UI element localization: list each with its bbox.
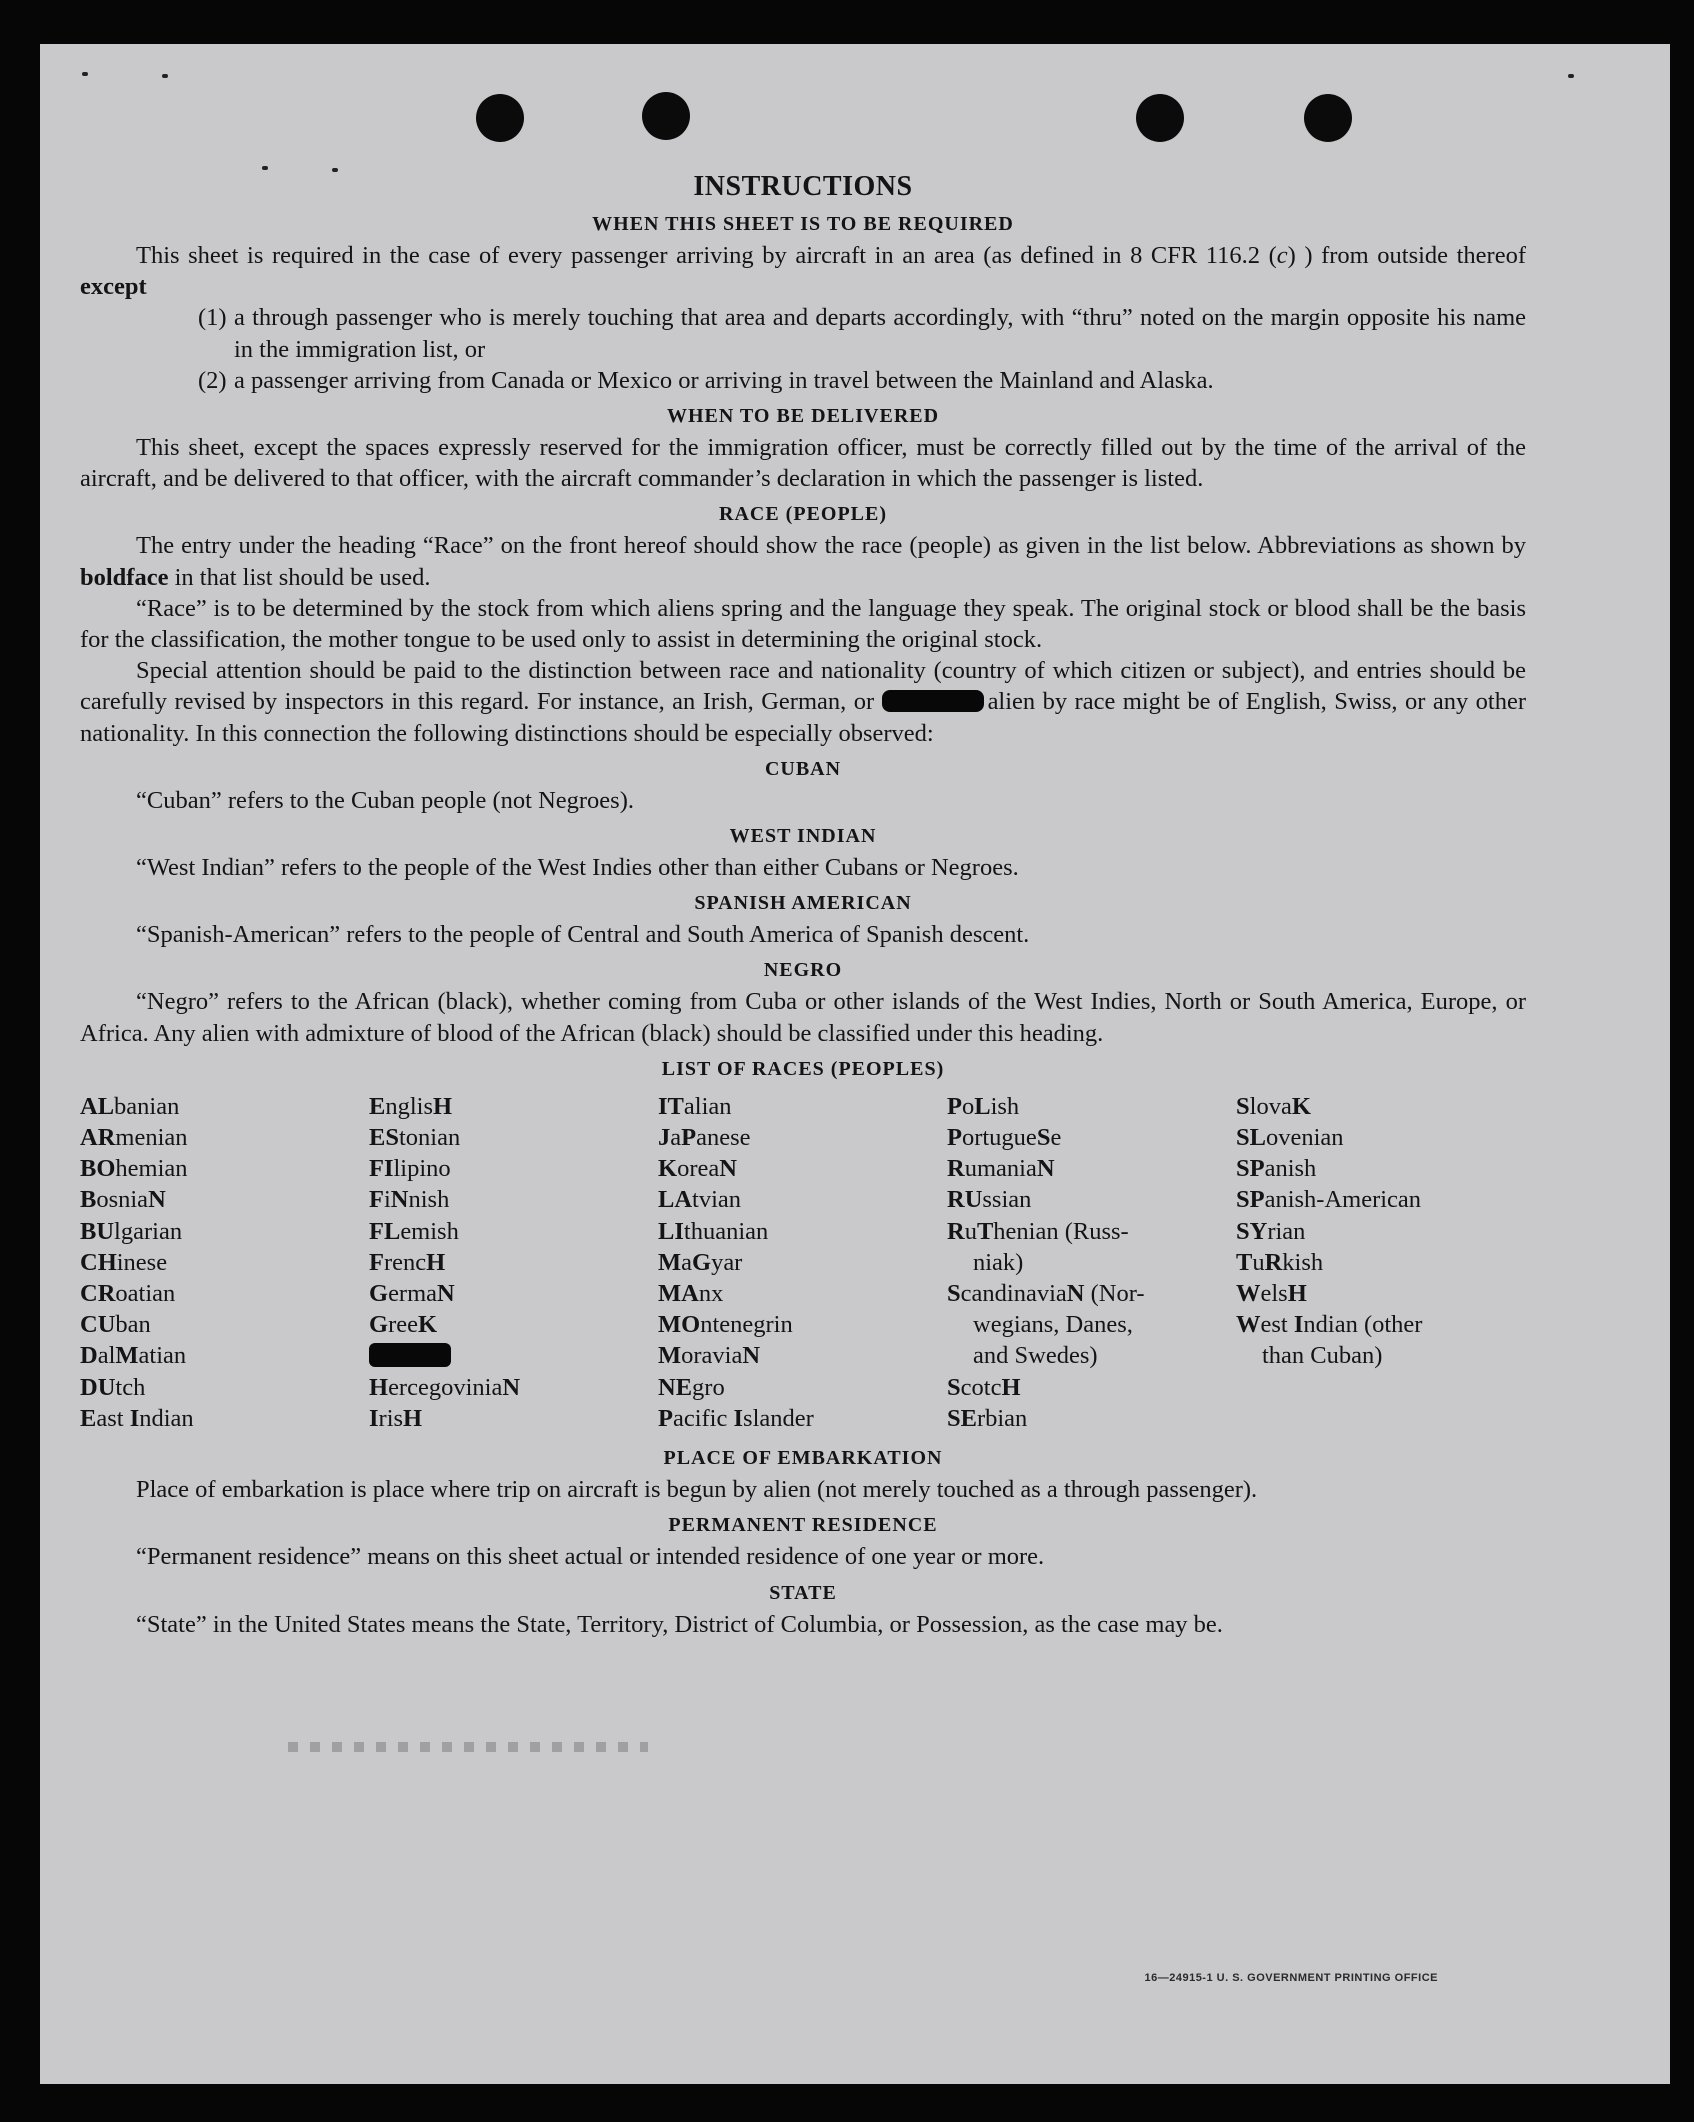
race-abbrev: N: [390, 1186, 409, 1214]
race-text: atian: [138, 1342, 187, 1370]
redaction-mark: [369, 1343, 451, 1367]
race-text: slander: [743, 1404, 814, 1432]
race-text: ortugue: [961, 1124, 1037, 1152]
race-text: nglis: [385, 1092, 433, 1120]
race-column: [947, 1091, 1236, 1434]
punch-hole: [476, 94, 524, 142]
race-text: (Nor-: [1084, 1280, 1145, 1308]
race-abbrev: SP: [1236, 1155, 1265, 1183]
state-text: “State” in the United States means the State, Territory, District of Columbia, or Possession, as the case may be.: [136, 1610, 1223, 1638]
race-abbrev: AL: [80, 1092, 115, 1120]
race-abbrev: T: [976, 1217, 994, 1245]
race-abbrev: RU: [947, 1186, 983, 1214]
race-text: e: [1050, 1124, 1062, 1152]
race-entry: [80, 1247, 369, 1278]
race-text: lipino: [393, 1155, 451, 1183]
race-entry: [80, 1122, 369, 1153]
race-abbrev: SE: [947, 1404, 977, 1432]
race-entry: [1236, 1247, 1525, 1278]
speck: [1568, 74, 1574, 78]
race-text: banian: [114, 1092, 180, 1120]
smudge: [288, 1742, 648, 1752]
race-entry-continuation: wegians, Danes,: [973, 1311, 1133, 1339]
race-text: al: [97, 1342, 116, 1370]
race-entry: [658, 1247, 947, 1278]
race-text: els: [1260, 1280, 1288, 1308]
race-text: u: [964, 1217, 977, 1245]
race-entry: [947, 1122, 1236, 1153]
race-entry: [658, 1122, 947, 1153]
race-abbrev: S: [1036, 1124, 1051, 1152]
race-text: ast: [96, 1404, 130, 1432]
race-entry: [947, 1247, 1236, 1278]
race-text: ndian (other: [1303, 1311, 1423, 1339]
race-text: o: [961, 1092, 975, 1120]
race-text: ris: [378, 1404, 404, 1432]
race-entry: [1236, 1216, 1525, 1247]
race-abbrev: K: [658, 1155, 678, 1183]
race-abbrev: I: [733, 1404, 744, 1432]
race-abbrev: SY: [1236, 1217, 1268, 1245]
race-text: ercegovinia: [388, 1373, 503, 1401]
race-abbrev: W: [1236, 1311, 1261, 1339]
race-text: menian: [115, 1124, 188, 1152]
race-entry: [369, 1340, 658, 1371]
heading-required: WHEN THIS SHEET IS TO BE REQUIRED: [592, 213, 1014, 235]
race-abbrev: F: [369, 1248, 384, 1276]
race-entry: [80, 1091, 369, 1122]
race-entry: [658, 1091, 947, 1122]
race-abbrev: SL: [1236, 1124, 1266, 1152]
race-entry: [80, 1372, 369, 1403]
race-text: alien by race might be of English, Swiss, or any other nationality. In this connection the following distinctions should be especially observed:: [80, 688, 1527, 747]
punch-hole: [1136, 94, 1184, 142]
race-abbrev: CR: [80, 1280, 116, 1308]
delivered-text: This sheet, except the spaces expressly reserved for the immigration officer, must be correctly filled out by the time of the arrival of the aircraft, and be delivered to that officer, with the aircraft commander’s declaration in which the passenger is listed.: [80, 434, 1526, 493]
punch-hole: [1304, 94, 1352, 142]
race-entry: [658, 1403, 947, 1434]
race-list: [80, 1091, 1526, 1434]
race-text: thuanian: [683, 1217, 769, 1245]
race-abbrev: ES: [369, 1124, 399, 1152]
race-text: Special attention should be paid to the distinction between race and nationality (country of which citizen or subject), and entries should be carefully revised by inspectors in this regard. For instance, an Irish, German, or: [80, 657, 1526, 716]
race-abbrev: H: [1001, 1373, 1021, 1401]
race-entry: [1236, 1122, 1525, 1153]
race-paragraph-1: [80, 530, 1526, 592]
race-paragraph-3: [80, 655, 1526, 749]
race-text: ndian: [139, 1404, 194, 1432]
race-text: lgarian: [114, 1217, 183, 1245]
race-entry: [1236, 1278, 1525, 1309]
race-boldface: boldface: [80, 563, 169, 591]
race-text: ssian: [982, 1186, 1032, 1214]
race-entry: [947, 1216, 1236, 1247]
race-entry: [369, 1091, 658, 1122]
race-text: u: [1252, 1248, 1265, 1276]
embarkation-text: Place of embarkation is place where trip on aircraft is begun by alien (not merely touched as a through passenger).: [136, 1476, 1258, 1504]
race-text: nish: [408, 1186, 450, 1214]
race-abbrev: K: [417, 1311, 438, 1339]
race-text: rian: [1267, 1217, 1306, 1245]
race-abbrev: FL: [369, 1217, 401, 1245]
race-text: rbian: [976, 1404, 1028, 1432]
race-text: gro: [692, 1373, 725, 1401]
race-abbrev: LI: [658, 1217, 684, 1245]
race-text: tch: [115, 1373, 146, 1401]
race-entry: [369, 1153, 658, 1184]
race-abbrev: NE: [658, 1373, 693, 1401]
document-sheet: [40, 44, 1670, 2084]
race-text: renc: [383, 1248, 427, 1276]
race-text: tonian: [398, 1124, 461, 1152]
race-text: ntenegrin: [700, 1311, 793, 1339]
race-entry: [369, 1278, 658, 1309]
race-text: acific: [672, 1404, 734, 1432]
race-entry: [947, 1184, 1236, 1215]
race-text: ish: [990, 1092, 1020, 1120]
race-abbrev: H: [369, 1373, 389, 1401]
race-abbrev: G: [692, 1248, 712, 1276]
heading-list-of-races: LIST OF RACES (PEOPLES): [661, 1057, 945, 1080]
race-entry: [80, 1153, 369, 1184]
race-abbrev: M: [658, 1248, 682, 1276]
cuban-text: “Cuban” refers to the Cuban people (not Negroes).: [136, 786, 634, 814]
race-entry: [1236, 1091, 1525, 1122]
race-abbrev: R: [947, 1217, 965, 1245]
race-text: alian: [683, 1092, 732, 1120]
race-entry: [369, 1216, 658, 1247]
race-text: lova: [1249, 1092, 1292, 1120]
race-abbrev: SP: [1236, 1186, 1265, 1214]
race-entry: [947, 1153, 1236, 1184]
race-abbrev: LA: [658, 1186, 693, 1214]
race-abbrev: BO: [80, 1155, 116, 1183]
race-text: est: [1260, 1311, 1294, 1339]
heading-residence: PERMANENT RESIDENCE: [668, 1514, 938, 1537]
exception-item: [80, 365, 1526, 396]
race-abbrev: BU: [80, 1217, 115, 1245]
race-text: emish: [400, 1217, 459, 1245]
race-abbrev: G: [369, 1311, 389, 1339]
race-abbrev: I: [1293, 1311, 1304, 1339]
race-text: tvian: [692, 1186, 742, 1214]
race-entry: [947, 1372, 1236, 1403]
required-intro-text: ) ) from outside thereof: [1287, 242, 1526, 269]
race-text: oravia: [681, 1342, 743, 1370]
exception-text: a passenger arriving from Canada or Mexico or arriving in travel between the Mainland and Alaska.: [234, 366, 1214, 394]
race-abbrev: H: [433, 1092, 453, 1120]
race-text: anese: [696, 1124, 751, 1152]
race-entry: [947, 1309, 1236, 1340]
race-abbrev: H: [1287, 1280, 1307, 1308]
race-abbrev: N: [437, 1280, 455, 1308]
exception-text: a through passenger who is merely touching that area and departs accordingly, with “thru” noted on the margin opposite his name in the immigration list, or: [234, 304, 1526, 363]
race-abbrev: FI: [369, 1155, 394, 1183]
exception-number: (1): [198, 304, 227, 332]
race-entry: [369, 1184, 658, 1215]
race-entry: [80, 1216, 369, 1247]
race-column: [658, 1091, 947, 1434]
race-abbrev: E: [369, 1092, 386, 1120]
race-entry: [947, 1403, 1236, 1434]
race-abbrev: R: [947, 1155, 965, 1183]
race-abbrev: J: [658, 1124, 671, 1152]
race-entry: [369, 1403, 658, 1434]
punch-hole: [642, 92, 690, 140]
race-text: ree: [388, 1311, 418, 1339]
race-abbrev: S: [1236, 1092, 1250, 1120]
race-abbrev: CU: [80, 1311, 116, 1339]
race-text: i: [383, 1186, 391, 1214]
race-text: oatian: [115, 1280, 176, 1308]
exception-list: [80, 302, 1526, 396]
race-entry: [658, 1340, 947, 1371]
race-abbrev: P: [681, 1124, 697, 1152]
west-indian-text: “West Indian” refers to the people of the West Indies other than either Cubans or Negroes.: [136, 854, 1019, 882]
race-entry-continuation: and Swedes): [973, 1342, 1098, 1370]
race-entry: [80, 1340, 369, 1371]
heading-cuban: CUBAN: [764, 757, 842, 780]
race-abbrev: N: [148, 1186, 166, 1214]
race-abbrev: M: [115, 1342, 139, 1370]
race-abbrev: W: [1236, 1280, 1261, 1308]
race-abbrev: G: [369, 1280, 389, 1308]
race-entry: [658, 1309, 947, 1340]
race-text: umania: [964, 1155, 1037, 1183]
race-entry: [658, 1372, 947, 1403]
race-text: anish: [1264, 1155, 1317, 1183]
required-except: except: [80, 273, 147, 301]
race-entry: [658, 1184, 947, 1215]
race-abbrev: D: [80, 1342, 98, 1370]
race-abbrev: N: [1066, 1280, 1085, 1308]
race-text: The entry under the heading “Race” on the front hereof should show the race (people) as given in the list below. Abbreviations as shown by: [136, 532, 1526, 560]
race-entry: [80, 1278, 369, 1309]
required-intro-text: This sheet is required in the case of every passenger arriving by aircraft in an area (as defined in 8 CFR 116.2 (: [136, 242, 1277, 269]
race-text: inese: [116, 1248, 168, 1276]
race-abbrev: P: [947, 1124, 962, 1152]
race-abbrev: H: [426, 1248, 446, 1276]
residence-text: “Permanent residence” means on this sheet actual or intended residence of one year or more.: [136, 1543, 1045, 1571]
heading-west-indian: WEST INDIAN: [729, 825, 877, 848]
heading-state: STATE: [769, 1581, 837, 1604]
race-entry: [80, 1403, 369, 1434]
race-entry-continuation: than Cuban): [1262, 1342, 1383, 1370]
race-entry: [1236, 1184, 1525, 1215]
race-entry: [80, 1184, 369, 1215]
race-abbrev: S: [947, 1280, 961, 1308]
race-entry: [658, 1153, 947, 1184]
speck: [82, 72, 88, 76]
race-abbrev: H: [403, 1404, 423, 1432]
race-entry: [658, 1216, 947, 1247]
instructions-content: [80, 170, 1526, 1640]
speck: [162, 74, 168, 78]
race-text: henian (Russ-: [993, 1217, 1129, 1245]
heading-negro: NEGRO: [763, 959, 843, 982]
race-abbrev: N: [742, 1342, 761, 1370]
redaction-mark: [882, 690, 984, 712]
heading-delivered: WHEN TO BE DELIVERED: [666, 405, 940, 428]
race-text: osnia: [96, 1186, 149, 1214]
race-abbrev: I: [369, 1404, 379, 1432]
race-text: yar: [711, 1248, 743, 1276]
race-entry-continuation: niak): [973, 1248, 1024, 1276]
race-column: [1236, 1091, 1525, 1434]
race-abbrev: N: [1036, 1155, 1055, 1183]
race-paragraph-2: “Race” is to be determined by the stock from which aliens spring and the language they speak. The original stock or blood shall be the basis for the classification, the mother tongue to be used only to assist in determining the original stock.: [80, 594, 1526, 654]
race-entry: [1236, 1309, 1525, 1340]
required-intro: [80, 240, 1526, 302]
race-abbrev: K: [1291, 1092, 1311, 1120]
race-abbrev: L: [974, 1092, 991, 1120]
page-title: INSTRUCTIONS: [693, 171, 913, 202]
race-text: in that list should be used.: [168, 563, 431, 591]
negro-text: “Negro” refers to the African (black), whether coming from Cuba or other islands of the West Indies, North or South America, Europe, or Africa. Any alien with admixture of blood of the African (black) should be classified under this heading.: [80, 988, 1526, 1047]
spanish-american-text: “Spanish-American” refers to the people of Central and South America of Spanish descent.: [136, 921, 1030, 949]
race-abbrev: R: [1264, 1248, 1283, 1276]
race-text: anish-American: [1264, 1186, 1422, 1214]
race-entry: [947, 1278, 1236, 1309]
race-text: candinavia: [960, 1280, 1067, 1308]
race-text: a: [681, 1248, 692, 1276]
race-entry: [1236, 1153, 1525, 1184]
race-abbrev: F: [369, 1186, 384, 1214]
exception-number: (2): [198, 366, 227, 394]
race-abbrev: IT: [658, 1092, 684, 1120]
race-entry: [369, 1372, 658, 1403]
race-text: nx: [698, 1280, 724, 1308]
printing-office-code: 16—24915-1 U. S. GOVERNMENT PRINTING OFFICE: [1144, 1972, 1438, 1984]
race-text: hemian: [115, 1155, 188, 1183]
race-abbrev: P: [658, 1404, 673, 1432]
race-column: [369, 1091, 658, 1434]
race-text: ban: [115, 1311, 151, 1339]
race-entry: [947, 1340, 1236, 1371]
race-text: ovenian: [1265, 1124, 1344, 1152]
race-abbrev: S: [947, 1373, 961, 1401]
race-abbrev: M: [658, 1342, 682, 1370]
race-entry: [1236, 1340, 1525, 1371]
race-entry: [658, 1278, 947, 1309]
race-abbrev: N: [502, 1373, 521, 1401]
race-entry: [80, 1309, 369, 1340]
race-text: kish: [1282, 1248, 1324, 1276]
race-abbrev: CH: [80, 1248, 117, 1276]
race-text: a: [670, 1124, 682, 1152]
race-abbrev: DU: [80, 1373, 116, 1401]
race-abbrev: I: [129, 1404, 140, 1432]
race-entry: [369, 1122, 658, 1153]
race-text: erma: [388, 1280, 438, 1308]
exception-item: [80, 302, 1526, 364]
heading-embarkation: PLACE OF EMBARKATION: [663, 1447, 943, 1470]
race-abbrev: E: [80, 1404, 97, 1432]
race-abbrev: T: [1236, 1248, 1253, 1276]
race-entry: [947, 1091, 1236, 1122]
race-abbrev: MO: [658, 1311, 701, 1339]
race-column: [80, 1091, 369, 1434]
race-text: orea: [677, 1155, 720, 1183]
race-abbrev: MA: [658, 1280, 699, 1308]
required-intro-italic: c: [1276, 242, 1288, 269]
heading-race: RACE (PEOPLE): [719, 503, 887, 526]
race-entry: [369, 1309, 658, 1340]
heading-spanish-american: SPANISH AMERICAN: [694, 892, 912, 915]
race-abbrev: AR: [80, 1124, 116, 1152]
race-abbrev: P: [947, 1092, 962, 1120]
race-abbrev: N: [719, 1155, 737, 1183]
race-text: cotc: [960, 1373, 1002, 1401]
race-abbrev: B: [80, 1186, 97, 1214]
race-entry: [369, 1247, 658, 1278]
